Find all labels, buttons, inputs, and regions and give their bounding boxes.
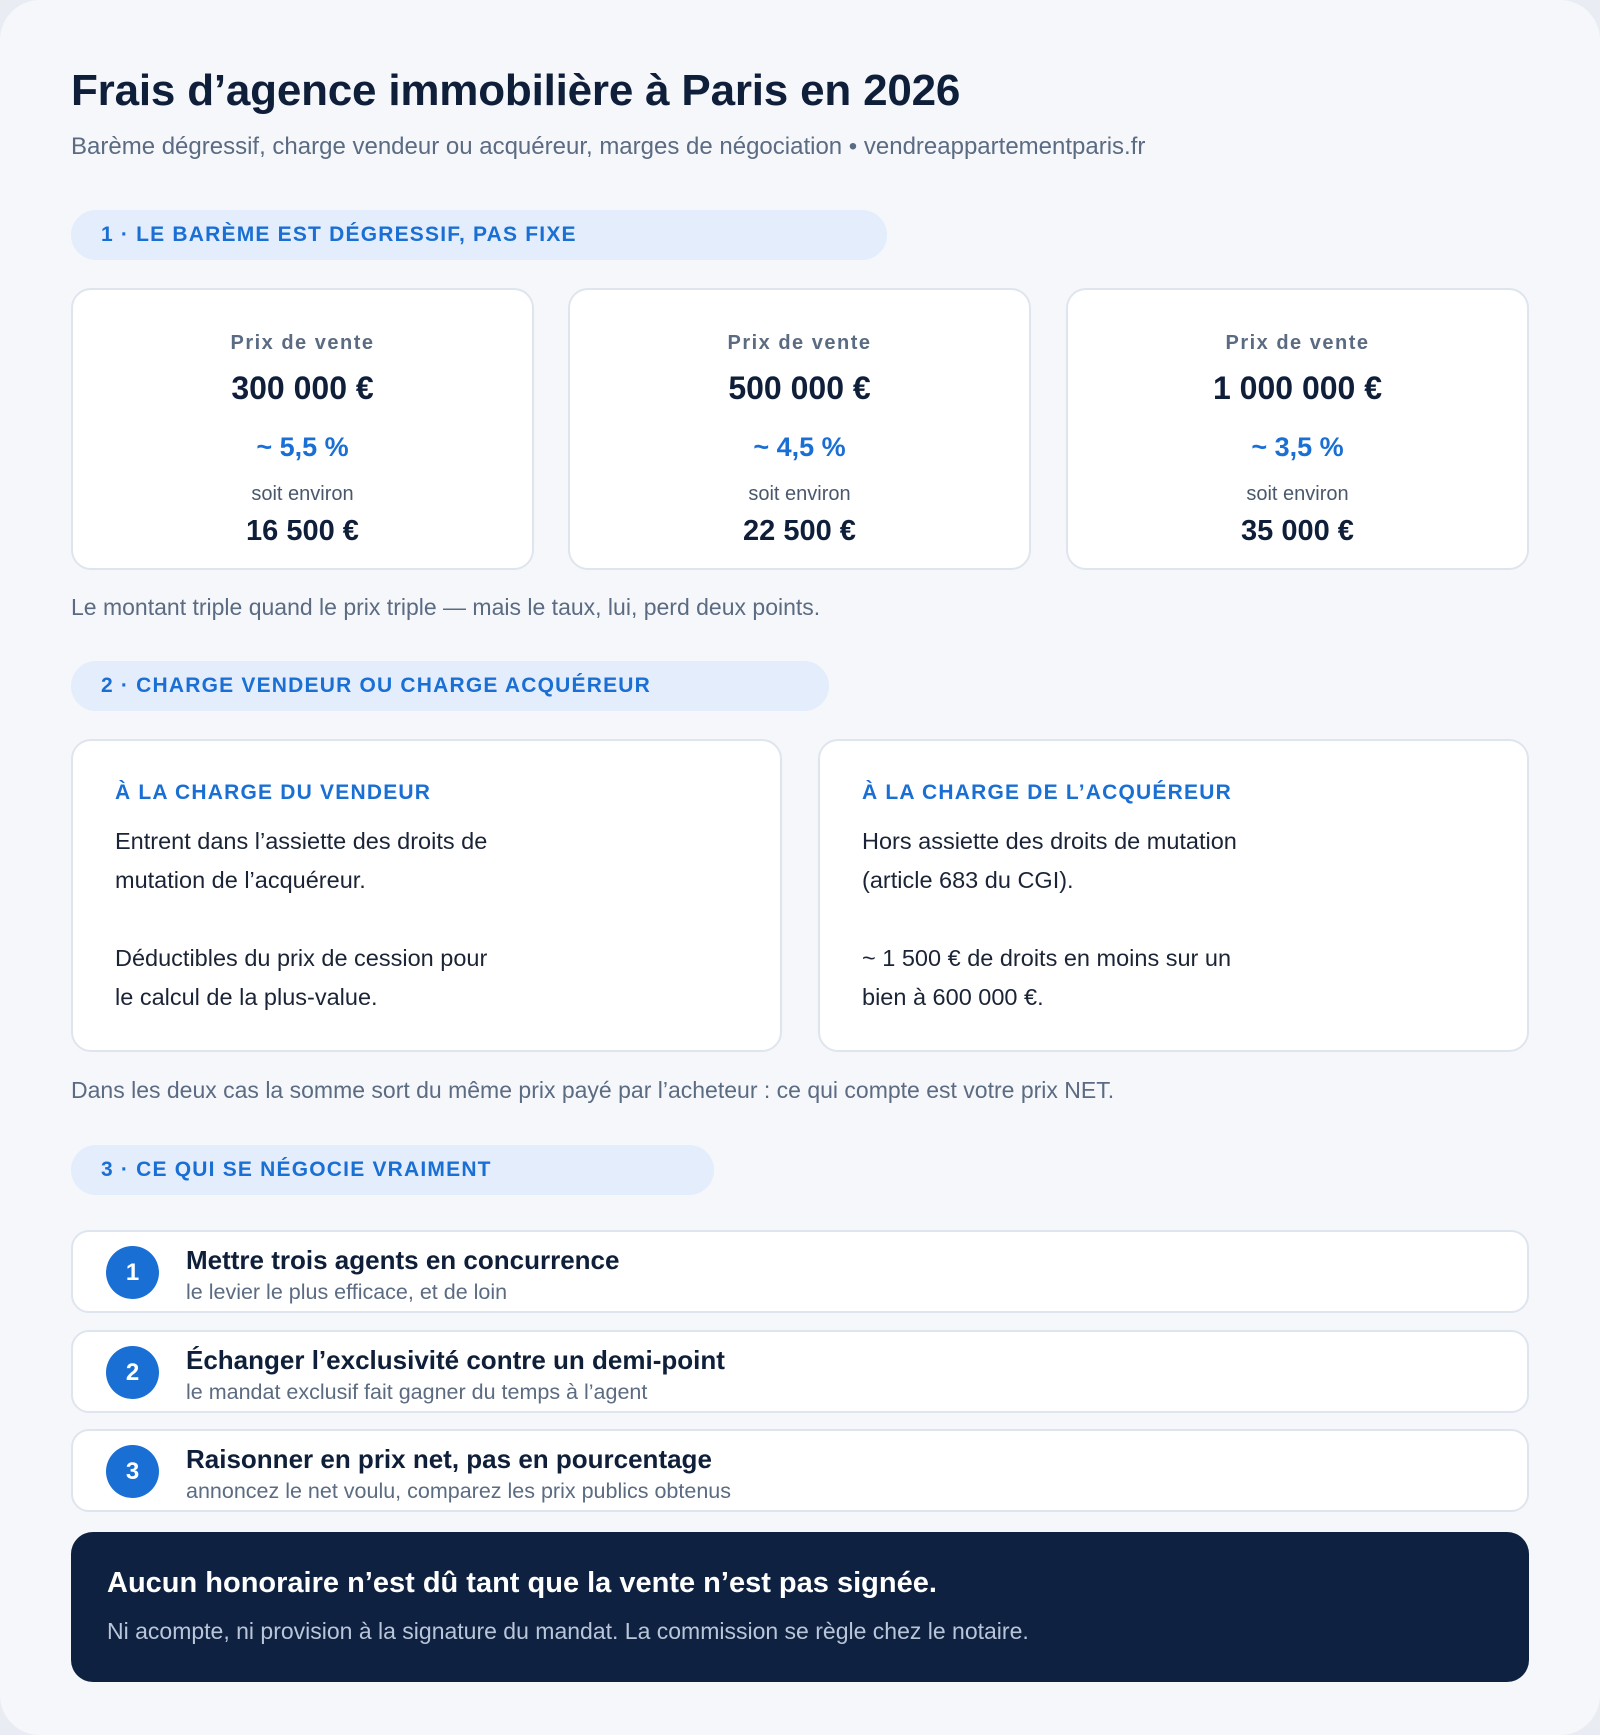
page-subtitle: Barème dégressif, charge vendeur ou acquéreur, marges de négociation • vendreappartementparis.fr	[71, 133, 1146, 160]
price-card-soit: soit environ	[251, 483, 354, 505]
negotiation-step-3	[71, 1429, 1529, 1512]
price-card-amount: 22 500 €	[743, 515, 856, 547]
section-2-heading: 2 · CHARGE VENDEUR OU CHARGE ACQUÉREUR	[71, 661, 829, 711]
step-title: Raisonner en prix net, pas en pourcentage	[186, 1444, 712, 1474]
price-card-price: 500 000 €	[728, 370, 871, 406]
price-card-rate: ~ 3,5 %	[1251, 432, 1344, 462]
charge-vendeur-text-2: Déductibles du prix de cession pour le calcul de la plus-value.	[115, 945, 488, 1010]
step-number-badge: 1	[106, 1246, 159, 1299]
banner-title: Aucun honoraire n’est dû tant que la vente n’est pas signée.	[107, 1567, 937, 1599]
charge-acquereur-title: À LA CHARGE DE L’ACQUÉREUR	[862, 781, 1232, 804]
section-3-heading: 3 · CE QUI SE NÉGOCIE VRAIMENT	[71, 1145, 714, 1195]
step-number-badge: 2	[106, 1346, 159, 1399]
price-card-label: Prix de vente	[727, 332, 872, 354]
price-card-500k	[568, 288, 1031, 570]
negotiation-step-2	[71, 1330, 1529, 1413]
charge-vendeur-title: À LA CHARGE DU VENDEUR	[115, 781, 432, 804]
price-card-1m	[1066, 288, 1529, 570]
charge-vendeur-card	[71, 739, 782, 1052]
charge-vendeur-text-1: Entrent dans l’assiette des droits de mutation de l’acquéreur.	[115, 828, 488, 893]
section-1-heading: 1 · LE BARÈME EST DÉGRESSIF, PAS FIXE	[71, 210, 887, 260]
price-card-label: Prix de vente	[230, 332, 375, 354]
price-card-300k	[71, 288, 534, 570]
price-card-price: 300 000 €	[231, 370, 374, 406]
section-1-note: Le montant triple quand le prix triple — mais le taux, lui, perd deux points.	[71, 594, 821, 620]
banner-subtitle: Ni acompte, ni provision à la signature du mandat. La commission se règle chez le notaire.	[107, 1618, 1029, 1644]
section-2-note: Dans les deux cas la somme sort du même prix payé par l’acheteur : ce qui compte est votre prix NET.	[71, 1077, 1115, 1103]
price-card-soit: soit environ	[1246, 483, 1349, 505]
step-title: Mettre trois agents en concurrence	[186, 1245, 620, 1275]
charge-acquereur-card	[818, 739, 1529, 1052]
step-title: Échanger l’exclusivité contre un demi-point	[186, 1345, 725, 1375]
price-card-amount: 16 500 €	[246, 515, 359, 547]
step-number-badge: 3	[106, 1445, 159, 1498]
price-card-amount: 35 000 €	[1241, 515, 1354, 547]
step-subtitle: le levier le plus efficace, et de loin	[186, 1280, 508, 1304]
price-card-rate: ~ 4,5 %	[753, 432, 846, 462]
charge-acquereur-text-1: Hors assiette des droits de mutation (article 683 du CGI).	[862, 828, 1237, 893]
step-subtitle: annoncez le net voulu, comparez les prix publics obtenus	[186, 1479, 731, 1503]
negotiation-step-1	[71, 1230, 1529, 1313]
callout-banner	[71, 1532, 1529, 1682]
price-card-soit: soit environ	[748, 483, 851, 505]
step-subtitle: le mandat exclusif fait gagner du temps à l’agent	[186, 1380, 648, 1404]
price-card-price: 1 000 000 €	[1212, 370, 1383, 406]
page-title: Frais d’agence immobilière à Paris en 2026	[71, 66, 961, 115]
charge-acquereur-text-2: ~ 1 500 € de droits en moins sur un bien à 600 000 €.	[862, 945, 1232, 1010]
price-card-label: Prix de vente	[1225, 332, 1370, 354]
price-card-rate: ~ 5,5 %	[256, 432, 349, 462]
